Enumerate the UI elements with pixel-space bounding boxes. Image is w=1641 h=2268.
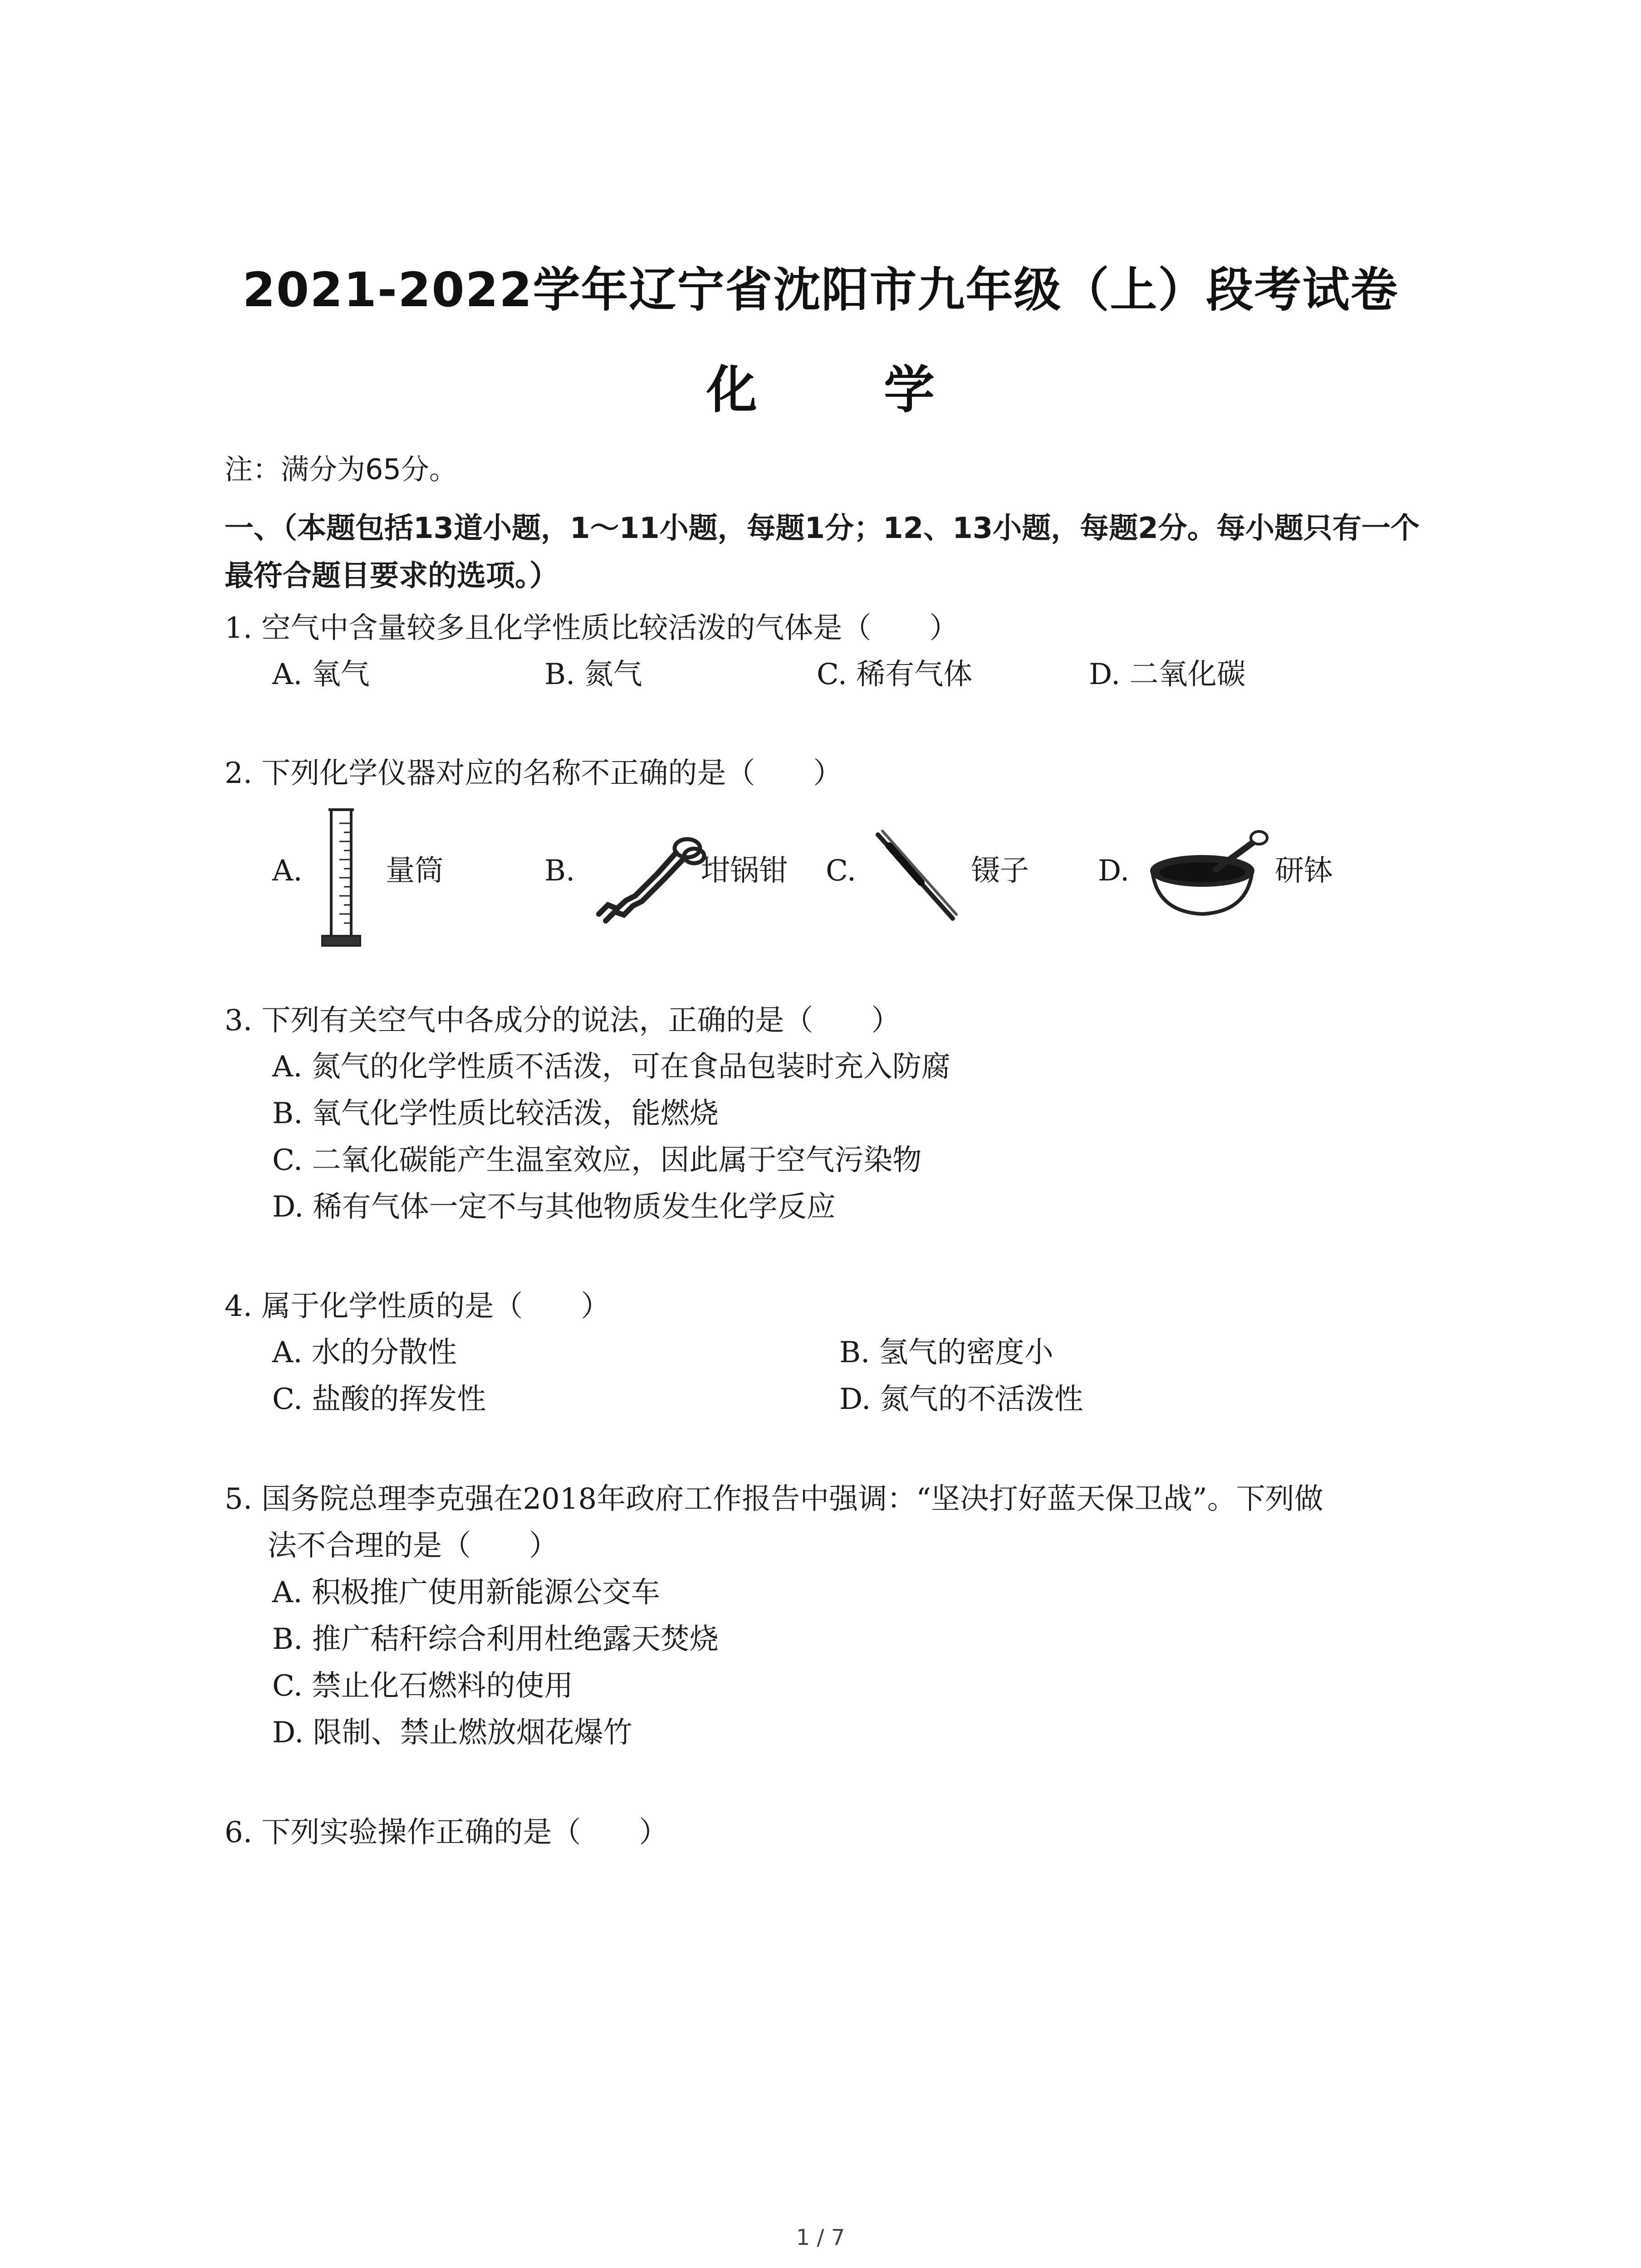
question-2-option-b-letter: B. — [544, 854, 575, 888]
question-2-stem: 2. 下列化学仪器对应的名称不正确的是（ ） — [225, 757, 843, 790]
tweezers-icon — [871, 826, 962, 925]
question-3-option-d: D. 稀有气体一定不与其他物质发生化学反应 — [272, 1190, 836, 1224]
question-4-option-a: A. 水的分散性 — [272, 1336, 457, 1369]
question-5-stem-line1: 5. 国务院总理李克强在2018年政府工作报告中强调：“坚决打好蓝天保卫战”。下列做 — [225, 1482, 1323, 1516]
score-note: 注：满分为65分。 — [225, 453, 457, 486]
question-3-option-c: C. 二氧化碳能产生温室效应，因此属于空气污染物 — [272, 1144, 922, 1177]
question-3-option-a: A. 氮气的化学性质不活泼，可在食品包装时充入防腐 — [272, 1050, 950, 1084]
question-1-option-b: B. 氮气 — [544, 658, 642, 691]
question-1-option-d: D. 二氧化碳 — [1089, 658, 1246, 691]
question-4-option-d: D. 氮气的不活泼性 — [839, 1383, 1083, 1416]
exam-title: 2021-2022学年辽宁省沈阳市九年级（上）段考试卷 — [242, 262, 1399, 318]
question-5-option-d: D. 限制、禁止燃放烟花爆竹 — [272, 1716, 632, 1750]
page-number: 1 / 7 — [796, 2225, 845, 2250]
mortar-and-pestle-icon — [1148, 828, 1270, 919]
question-5-stem-line2: 法不合理的是（ ） — [268, 1529, 558, 1563]
question-1-option-a: A. 氧气 — [272, 658, 370, 691]
graduated-cylinder-icon — [318, 805, 367, 950]
question-2-option-c-letter: C. — [826, 854, 857, 888]
question-4-stem: 4. 属于化学性质的是（ ） — [225, 1290, 610, 1323]
question-1-stem: 1. 空气中含量较多且化学性质比较活泼的气体是（ ） — [225, 611, 959, 645]
question-4-option-b: B. 氢气的密度小 — [839, 1336, 1053, 1369]
question-3-stem: 3. 下列有关空气中各成分的说法，正确的是（ ） — [225, 1004, 901, 1037]
crucible-tongs-icon — [590, 828, 708, 928]
question-5-option-b: B. 推广秸秆综合利用杜绝露天焚烧 — [272, 1623, 719, 1656]
question-4-option-c: C. 盐酸的挥发性 — [272, 1383, 486, 1416]
question-2-option-d-letter: D. — [1098, 854, 1130, 888]
subject-title: 化 学 — [706, 361, 989, 420]
question-6-stem: 6. 下列实验操作正确的是（ ） — [225, 1816, 668, 1849]
question-5-option-a: A. 积极推广使用新能源公交车 — [272, 1576, 660, 1609]
question-2-option-a-letter: A. — [272, 854, 303, 888]
question-2-option-d-name: 研钵 — [1275, 854, 1333, 888]
question-2-option-b-name: 坩锅钳 — [701, 854, 788, 888]
question-2-option-c-name: 镊子 — [971, 854, 1029, 888]
question-5-option-c: C. 禁止化石燃料的使用 — [272, 1669, 573, 1703]
question-1-option-c: C. 稀有气体 — [817, 658, 973, 691]
question-3-option-b: B. 氧气化学性质比较活泼，能燃烧 — [272, 1097, 719, 1130]
question-2-option-a-name: 量筒 — [386, 854, 444, 888]
section-heading-line2: 最符合题目要求的选项。） — [225, 559, 558, 593]
section-heading-line1: 一、（本题包括13道小题，1～11小题，每题1分；12、13小题，每题2分。每小题只有一个 — [225, 512, 1420, 545]
